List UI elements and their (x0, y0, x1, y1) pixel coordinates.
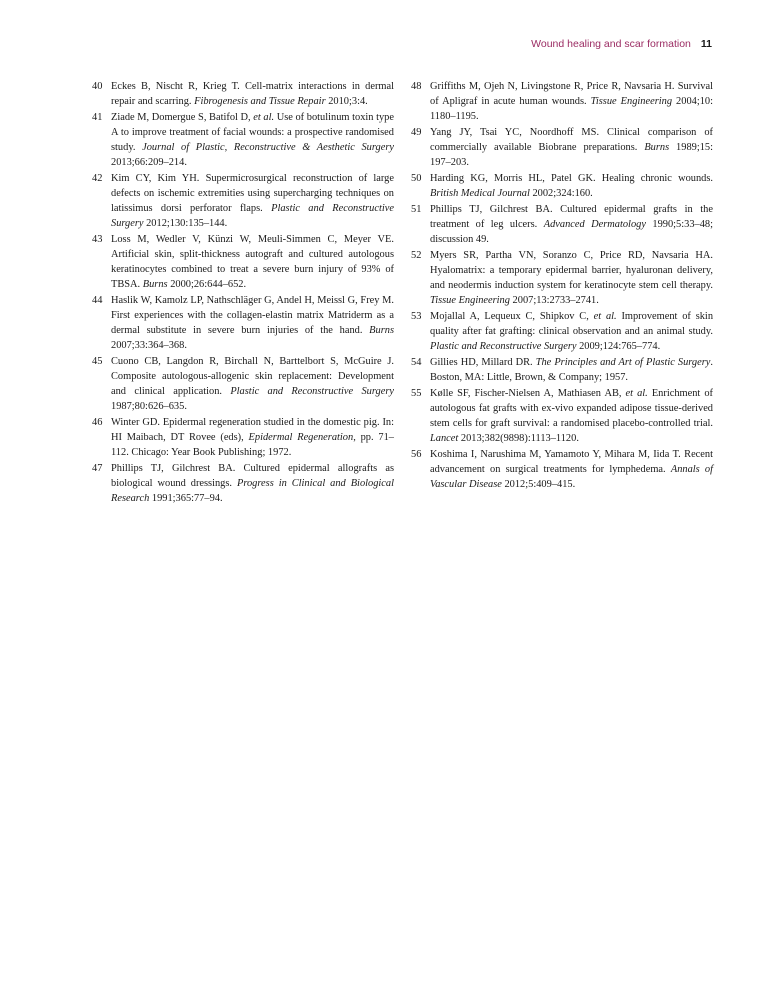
reference-item: 51 Phillips TJ, Gilchrest BA. Cultured epidermal grafts in the treatment of leg ulcers. Advanced Dermatology 1990;5:33–48; discussion 49. (411, 204, 713, 245)
reference-item: 52 Myers SR, Partha VN, Soranzo C, Price RD, Navsaria HA. Hyalomatrix: a temporary epidermal barrier, hyaluronan delivery, and neodermis induction system for keratinocyte stem cell therapy. Tissue Engineering 2007;13:2733–2741. (411, 250, 713, 306)
reference-item: 41 Ziade M, Domergue S, Batifol D, et al. Use of botulinum toxin type A to improve treatment of facial wounds: a prospective randomised study. Journal of Plastic, Reconstructive & Aesthetic Surgery 2013;66:209–214. (92, 112, 394, 168)
reference-number: 55 (411, 388, 422, 399)
reference-item: 49 Yang JY, Tsai YC, Noordhoff MS. Clinical comparison of commercially available Biobrane preparations. Burns 1989;15: 197–203. (411, 127, 713, 168)
reference-item: 56 Koshima I, Narushima M, Yamamoto Y, Mihara M, Iida T. Recent advancement on surgical treatments for lymphedema. Annals of Vascular Disease 2012;5:409–415. (411, 449, 714, 490)
reference-number: 47 (92, 463, 103, 474)
reference-number: 49 (411, 127, 422, 138)
reference-number: 43 (92, 234, 103, 245)
reference-item: 43 Loss M, Wedler V, Künzi W, Meuli-Simmen C, Meyer VE. Artificial skin, split-thickness autograft and cultured autologous keratinocytes combined to treat a severe burn injury of 93% of TBSA. Burns 2000;26:644–652. (92, 234, 394, 290)
reference-item: 45 Cuono CB, Langdon R, Birchall N, Barttelbort S, McGuire J. Composite autologous-allogenic skin replacement: Development and clinical application. Plastic and Reconstructive Surgery 1987;80:626–635. (92, 356, 394, 412)
running-title: Wound healing and scar formation (531, 38, 691, 50)
reference-item: 53 Mojallal A, Lequeux C, Shipkov C, et al. Improvement of skin quality after fat grafting: clinical observation and an animal study. Plastic and Reconstructive Surgery 2009;124:765–774. (411, 311, 714, 352)
reference-item: 50 Harding KG, Morris HL, Patel GK. Healing chronic wounds. British Medical Journal 2002;324:160. (411, 173, 713, 199)
reference-item: 42 Kim CY, Kim YH. Supermicrosurgical reconstruction of large defects on ischemic extremities using supercharging techniques on latissimus dorsi perforator flaps. Plastic and Reconstructive Surgery 2012;130:135–144. (92, 173, 394, 229)
reference-item: 47 Phillips TJ, Gilchrest BA. Cultured epidermal allografts as biological wound dressings. Progress in Clinical and Biological Research 1991;365:77–94. (92, 463, 394, 504)
reference-number: 50 (411, 173, 422, 184)
reference-number: 56 (411, 449, 422, 460)
reference-item: 46 Winter GD. Epidermal regeneration studied in the domestic pig. In: HI Maibach, DT Rovee (eds), Epidermal Regeneration, pp. 71–112. Chicago: Year Book Publishing; 1972. (92, 417, 394, 458)
reference-number: 45 (92, 356, 103, 367)
reference-item: 44 Haslik W, Kamolz LP, Nathschläger G, Andel H, Meissl G, Frey M. First experiences with the collagen-elastin matrix Matriderm as a dermal substitute in severe burn injuries of the hand. Burns 2007;33:364–368. (92, 295, 394, 351)
reference-number: 53 (411, 311, 422, 322)
reference-number: 52 (411, 250, 422, 261)
reference-item: 48 Griffiths M, Ojeh N, Livingstone R, Price R, Navsaria H. Survival of Apligraf in acute human wounds. Tissue Engineering 2004;10: 1180–1195. (411, 81, 714, 122)
reference-number: 41 (92, 112, 103, 123)
reference-item: 55 Kølle SF, Fischer-Nielsen A, Mathiasen AB, et al. Enrichment of autologous fat grafts with ex-vivo expanded adipose tissue-derived stem cells for graft survival: a randomised placebo-controlled trial. Lancet 2013;382(9898):1113–1120. (411, 388, 714, 444)
reference-number: 44 (92, 295, 103, 306)
reference-number: 42 (92, 173, 103, 184)
reference-number: 51 (411, 204, 422, 215)
reference-number: 54 (411, 357, 422, 368)
reference-number: 40 (92, 81, 103, 92)
reference-column-left (92, 79, 394, 507)
reference-item: 40 Eckes B, Nischt R, Krieg T. Cell-matrix interactions in dermal repair and scarring. Fibrogenesis and Tissue Repair 2010;3:4. (92, 81, 394, 107)
page-number: 11 (700, 38, 712, 50)
reference-item: 54 Gillies HD, Millard DR. The Principles and Art of Plastic Surgery. Boston, MA: Little, Brown, & Company; 1957. (411, 357, 714, 383)
reference-number: 48 (411, 81, 422, 92)
reference-column-right (411, 79, 713, 493)
reference-number: 46 (92, 417, 103, 428)
running-header (531, 38, 712, 50)
